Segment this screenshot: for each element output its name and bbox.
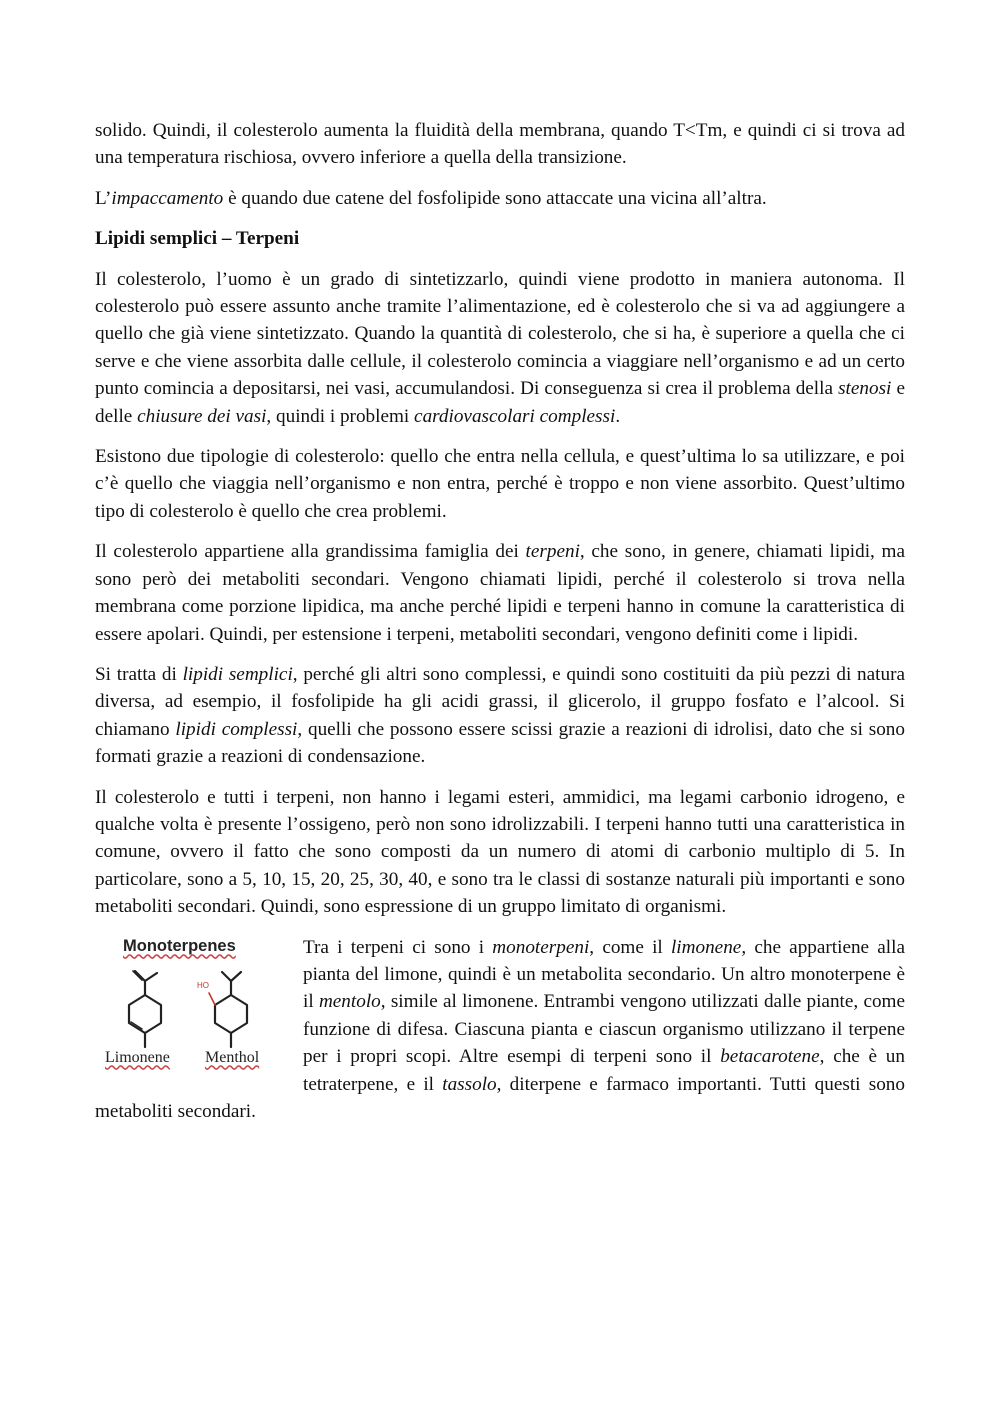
text-run: Si tratta di (95, 663, 183, 685)
paragraph (95, 661, 905, 771)
page-content (95, 117, 905, 1138)
paragraph (95, 266, 905, 430)
italic-term: cardiovascolari complessi (414, 405, 616, 427)
italic-term: betacarotene (720, 1046, 820, 1068)
text-run: , perché gli altri sono complessi, e quindi sono costituiti da più pezzi di natura diversa, ad esempio, il fosfolipide ha gli acidi grassi, il glicerolo, il gruppo fosfato e l’alcool. Si chiamano (95, 663, 905, 740)
text-run: Il colesterolo appartiene alla grandissima famiglia dei (95, 541, 526, 563)
figure-title: Monoterpenes (123, 936, 236, 955)
text-run: Il colesterolo e tutti i terpeni, non hanno i legami esteri, ammidici, ma legami carbonio idrogeno, e qualche volta è presente l’ossigeno, però non sono idrolizzabili. I terpeni hanno tutti una caratteristica in comune, ovvero il fatto che sono composti da un numero di atomi di carbonio multiplo di 5. In particolare, sono a 5, 10, 15, 20, 25, 30, 40, e sono tra le classi di sostanze naturali più importanti e sono metaboliti secondari. Quindi, sono espressione di un gruppo limitato di organismi. (95, 786, 905, 918)
limonene-structure (129, 971, 161, 1047)
limonene-label: Limonene (105, 1048, 170, 1066)
paragraph (95, 117, 905, 172)
italic-term: tassolo (442, 1073, 497, 1095)
text-run: L’ (95, 187, 112, 209)
paragraph (95, 538, 905, 648)
italic-term: stenosi (838, 378, 892, 400)
monoterpenes-figure (101, 935, 287, 1077)
italic-term: mentolo (318, 991, 381, 1013)
text-run: Il colesterolo, l’uomo è un grado di sintetizzarlo, quindi viene prodotto in maniera autonoma. Il colesterolo può essere assunto anche tramite l’alimentazione, ed è colesterolo che si va ad aggiungere a quello che già viene sintetizzato. Quando la quantità di colesterolo, che si ha, è superiore a quella che ci serve e che viene assorbita dalle cellule, il colesterolo comincia a viaggiare nell’organismo e ad un certo punto comincia a depositarsi, nei vasi, accumulandosi. Di conseguenza si crea il problema della (95, 268, 905, 400)
text-run: , simile al limonene. Entrambi vengono utilizzati dalle piante, come funzione di difesa. Ciascuna pianta e ciascun organismo utilizzano il terpene per i propri scopi. Altre esempi di terpeni sono il (303, 991, 905, 1068)
section-heading: Lipidi semplici – Terpeni (95, 228, 300, 250)
text-run: , come il (589, 936, 671, 958)
text-run: , diterpene e farmaco importanti. Tutti questi sono metaboliti secondari. (95, 1073, 905, 1122)
paragraph (95, 185, 905, 212)
text-run: , quelli che possono essere scissi grazie a reazioni di idrolisi, dato che si sono formati grazie a reazioni di condensazione. (95, 718, 905, 768)
paragraph (95, 784, 905, 921)
text-run: Esistono due tipologie di colesterolo: quello che entra nella cellula, e quest’ultima lo sa utilizzare, e poi c’è quello che viaggia nell’organismo e non entra, perché è troppo e non viene assorbito. Quest’ultimo tipo di colesterolo è quello che crea problemi. (95, 446, 905, 522)
italic-term: limonene (670, 936, 742, 958)
menthol-structure (209, 972, 247, 1047)
text-run: , che sono, in genere, chiamati lipidi, ma sono però dei metaboliti secondari. Vengono chiamati lipidi, perché il colesterolo si trova nella membrana come porzione lipidica, ma anche perché lipidi e terpeni hanno in comune la caratteristica di essere apolari. Quindi, per estensione i terpeni, metaboliti secondari, vengono definiti come i lipidi. (95, 541, 905, 645)
italic-term: impaccamento (111, 187, 224, 209)
text-run: , che appartiene alla pianta del limone, quindi è un metabolita secondario. Un altro monoterpene è il (303, 936, 905, 1013)
paragraph (95, 443, 905, 525)
italic-term: lipidi complessi (175, 718, 298, 740)
italic-term: chiusure dei vasi (137, 405, 267, 427)
menthol-label: Menthol (205, 1048, 260, 1066)
text-run: . (615, 405, 621, 427)
text-run: e delle (95, 378, 905, 427)
text-run: , che è un tetraterpene, e il (303, 1046, 905, 1095)
italic-term: lipidi semplici (182, 663, 293, 685)
text-run: è quando due catene del fosfolipide sono attaccate una vicina all’altra. (223, 187, 767, 209)
text-run: solido. Quindi, il colesterolo aumenta la fluidità della membrana, quando T<Tm, e quindi ci si trova ad una temperatura rischiosa, ovvero inferiore a quella della transizione. (95, 120, 905, 169)
text-run: Tra i terpeni ci sono i (303, 936, 493, 958)
italic-term: terpeni (525, 541, 580, 563)
hydroxyl-label: HO (197, 980, 209, 990)
italic-term: monoterpeni (492, 936, 590, 958)
text-run: , quindi i problemi (266, 405, 415, 427)
